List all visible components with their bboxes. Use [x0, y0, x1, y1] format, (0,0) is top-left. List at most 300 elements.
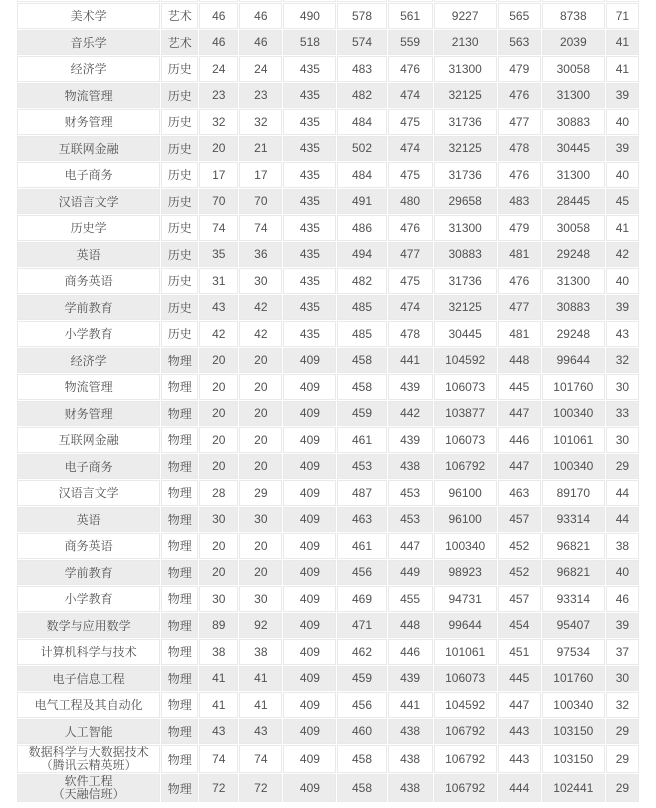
value-cell: 409	[283, 666, 336, 692]
empty-cell	[337, 0, 386, 2]
table-row	[17, 242, 639, 268]
value-cell: 30	[239, 586, 282, 612]
value-cell: 2130	[434, 30, 497, 56]
subject-category-cell: 历史	[161, 189, 198, 215]
value-cell: 102441	[542, 774, 605, 802]
value-cell: 32125	[434, 83, 497, 109]
value-cell: 461	[337, 427, 386, 453]
major-name-cell: 数学与应用数学	[17, 613, 160, 639]
value-cell: 463	[498, 480, 541, 506]
subject-category-cell: 历史	[161, 56, 198, 82]
value-cell: 483	[337, 56, 386, 82]
table-row	[17, 30, 639, 56]
value-cell: 447	[388, 533, 433, 559]
value-cell: 106792	[434, 774, 497, 802]
table-row	[17, 374, 639, 400]
value-cell: 72	[199, 774, 238, 802]
value-cell: 409	[283, 639, 336, 665]
major-name-cell: 物流管理	[17, 83, 160, 109]
value-cell: 409	[283, 692, 336, 718]
value-cell: 409	[283, 586, 336, 612]
value-cell: 41	[606, 30, 639, 56]
value-cell: 2039	[542, 30, 605, 56]
table-row	[17, 348, 639, 374]
value-cell: 30445	[434, 321, 497, 347]
value-cell: 29	[606, 454, 639, 480]
empty-cell	[17, 0, 160, 2]
value-cell: 476	[498, 268, 541, 294]
value-cell: 20	[239, 560, 282, 586]
value-cell: 106073	[434, 427, 497, 453]
value-cell: 481	[498, 321, 541, 347]
value-cell: 30445	[542, 136, 605, 162]
value-cell: 74	[199, 215, 238, 241]
value-cell: 96100	[434, 480, 497, 506]
value-cell: 43	[239, 719, 282, 745]
value-cell: 39	[606, 295, 639, 321]
subject-category-cell: 历史	[161, 321, 198, 347]
value-cell: 46	[239, 30, 282, 56]
value-cell: 409	[283, 560, 336, 586]
value-cell: 446	[388, 639, 433, 665]
value-cell: 409	[283, 374, 336, 400]
value-cell: 485	[337, 295, 386, 321]
value-cell: 43	[199, 719, 238, 745]
value-cell: 93314	[542, 507, 605, 533]
value-cell: 42	[606, 242, 639, 268]
value-cell: 435	[283, 295, 336, 321]
table-row	[17, 109, 639, 135]
value-cell: 32	[606, 692, 639, 718]
empty-cell	[283, 0, 336, 2]
major-name-cell: 商务英语	[17, 268, 160, 294]
value-cell: 444	[498, 774, 541, 802]
value-cell: 456	[337, 692, 386, 718]
value-cell: 439	[388, 427, 433, 453]
value-cell: 451	[498, 639, 541, 665]
major-name-cell: 互联网金融	[17, 136, 160, 162]
value-cell: 41	[606, 215, 639, 241]
subject-category-cell: 物理	[161, 427, 198, 453]
value-cell: 28	[199, 480, 238, 506]
table-row	[17, 295, 639, 321]
value-cell: 487	[337, 480, 386, 506]
value-cell: 21	[239, 136, 282, 162]
value-cell: 435	[283, 242, 336, 268]
table-row	[17, 586, 639, 612]
value-cell: 435	[283, 321, 336, 347]
value-cell: 563	[498, 30, 541, 56]
value-cell: 447	[498, 692, 541, 718]
value-cell: 42	[199, 321, 238, 347]
value-cell: 23	[239, 83, 282, 109]
subject-category-cell: 物理	[161, 692, 198, 718]
value-cell: 98923	[434, 560, 497, 586]
value-cell: 8738	[542, 3, 605, 29]
major-name-cell: 经济学	[17, 348, 160, 374]
major-name-cell: 软件工程 （天融信班）	[17, 774, 160, 802]
value-cell: 559	[388, 30, 433, 56]
value-cell: 100340	[542, 401, 605, 427]
value-cell: 29	[606, 774, 639, 802]
value-cell: 41	[199, 666, 238, 692]
value-cell: 9227	[434, 3, 497, 29]
major-name-cell: 财务管理	[17, 401, 160, 427]
value-cell: 31300	[542, 268, 605, 294]
value-cell: 449	[388, 560, 433, 586]
value-cell: 24	[199, 56, 238, 82]
score-table-body	[17, 0, 639, 802]
value-cell: 30058	[542, 215, 605, 241]
value-cell: 446	[498, 427, 541, 453]
subject-category-cell: 历史	[161, 136, 198, 162]
value-cell: 46	[606, 586, 639, 612]
subject-category-cell: 物理	[161, 374, 198, 400]
table-row	[17, 136, 639, 162]
value-cell: 46	[199, 30, 238, 56]
major-name-cell: 人工智能	[17, 719, 160, 745]
value-cell: 40	[606, 268, 639, 294]
value-cell: 99644	[542, 348, 605, 374]
value-cell: 409	[283, 613, 336, 639]
value-cell: 31736	[434, 268, 497, 294]
value-cell: 17	[199, 162, 238, 188]
value-cell: 459	[337, 666, 386, 692]
empty-cell	[388, 0, 433, 2]
value-cell: 443	[498, 745, 541, 773]
value-cell: 38	[199, 639, 238, 665]
major-name-cell: 美术学	[17, 3, 160, 29]
value-cell: 20	[239, 427, 282, 453]
table-row	[17, 533, 639, 559]
value-cell: 409	[283, 454, 336, 480]
value-cell: 491	[337, 189, 386, 215]
value-cell: 409	[283, 427, 336, 453]
value-cell: 32125	[434, 295, 497, 321]
subject-category-cell: 物理	[161, 401, 198, 427]
subject-category-cell: 物理	[161, 348, 198, 374]
value-cell: 463	[337, 507, 386, 533]
value-cell: 74	[239, 745, 282, 773]
value-cell: 70	[239, 189, 282, 215]
value-cell: 457	[498, 507, 541, 533]
value-cell: 28445	[542, 189, 605, 215]
empty-cell	[434, 0, 497, 2]
value-cell: 481	[498, 242, 541, 268]
value-cell: 106073	[434, 374, 497, 400]
value-cell: 30058	[542, 56, 605, 82]
value-cell: 40	[606, 560, 639, 586]
value-cell: 477	[388, 242, 433, 268]
subject-category-cell: 历史	[161, 242, 198, 268]
value-cell: 480	[388, 189, 433, 215]
subject-category-cell: 历史	[161, 215, 198, 241]
value-cell: 41	[239, 666, 282, 692]
major-name-cell: 电子商务	[17, 162, 160, 188]
value-cell: 518	[283, 30, 336, 56]
table-row	[17, 692, 639, 718]
value-cell: 41	[199, 692, 238, 718]
value-cell: 43	[606, 321, 639, 347]
value-cell: 578	[337, 3, 386, 29]
value-cell: 20	[199, 136, 238, 162]
value-cell: 101061	[434, 639, 497, 665]
major-name-cell: 电子信息工程	[17, 666, 160, 692]
subject-category-cell: 物理	[161, 533, 198, 559]
table-row	[17, 189, 639, 215]
table-row	[17, 560, 639, 586]
value-cell: 20	[239, 401, 282, 427]
value-cell: 452	[498, 560, 541, 586]
value-cell: 20	[199, 454, 238, 480]
value-cell: 476	[498, 162, 541, 188]
value-cell: 29658	[434, 189, 497, 215]
value-cell: 456	[337, 560, 386, 586]
major-name-cell: 英语	[17, 242, 160, 268]
value-cell: 106792	[434, 454, 497, 480]
value-cell: 438	[388, 454, 433, 480]
value-cell: 469	[337, 586, 386, 612]
value-cell: 103150	[542, 719, 605, 745]
value-cell: 101061	[542, 427, 605, 453]
value-cell: 460	[337, 719, 386, 745]
subject-category-cell: 艺术	[161, 30, 198, 56]
table-row	[17, 215, 639, 241]
value-cell: 494	[337, 242, 386, 268]
major-name-cell: 汉语言文学	[17, 189, 160, 215]
value-cell: 435	[283, 189, 336, 215]
value-cell: 99644	[434, 613, 497, 639]
subject-category-cell: 物理	[161, 745, 198, 773]
value-cell: 30883	[542, 109, 605, 135]
value-cell: 409	[283, 348, 336, 374]
value-cell: 30	[239, 268, 282, 294]
value-cell: 39	[606, 83, 639, 109]
value-cell: 478	[498, 136, 541, 162]
value-cell: 485	[337, 321, 386, 347]
value-cell: 486	[337, 215, 386, 241]
value-cell: 30	[606, 427, 639, 453]
value-cell: 474	[388, 136, 433, 162]
value-cell: 100340	[434, 533, 497, 559]
empty-cell	[498, 0, 541, 2]
value-cell: 561	[388, 3, 433, 29]
value-cell: 103877	[434, 401, 497, 427]
value-cell: 89	[199, 613, 238, 639]
value-cell: 20	[199, 348, 238, 374]
value-cell: 38	[239, 639, 282, 665]
value-cell: 32	[199, 109, 238, 135]
table-row	[17, 507, 639, 533]
value-cell: 453	[388, 507, 433, 533]
major-name-cell: 物流管理	[17, 374, 160, 400]
value-cell: 32	[239, 109, 282, 135]
value-cell: 39	[606, 136, 639, 162]
value-cell: 490	[283, 3, 336, 29]
value-cell: 31300	[542, 162, 605, 188]
table-row	[17, 56, 639, 82]
value-cell: 445	[498, 666, 541, 692]
value-cell: 29248	[542, 242, 605, 268]
value-cell: 442	[388, 401, 433, 427]
value-cell: 459	[337, 401, 386, 427]
value-cell: 435	[283, 83, 336, 109]
value-cell: 104592	[434, 692, 497, 718]
value-cell: 20	[199, 560, 238, 586]
value-cell: 96821	[542, 560, 605, 586]
value-cell: 29248	[542, 321, 605, 347]
empty-cell	[161, 0, 198, 2]
major-name-cell: 计算机科学与技术	[17, 639, 160, 665]
value-cell: 106792	[434, 719, 497, 745]
value-cell: 458	[337, 348, 386, 374]
subject-category-cell: 物理	[161, 480, 198, 506]
value-cell: 36	[239, 242, 282, 268]
subject-category-cell: 物理	[161, 774, 198, 802]
value-cell: 23	[199, 83, 238, 109]
major-name-cell: 财务管理	[17, 109, 160, 135]
value-cell: 30	[199, 507, 238, 533]
empty-cell	[606, 0, 639, 2]
empty-cell	[542, 0, 605, 2]
subject-category-cell: 物理	[161, 560, 198, 586]
value-cell: 477	[498, 109, 541, 135]
value-cell: 448	[388, 613, 433, 639]
value-cell: 43	[199, 295, 238, 321]
table-row	[17, 321, 639, 347]
value-cell: 30	[239, 507, 282, 533]
value-cell: 475	[388, 268, 433, 294]
table-row	[17, 162, 639, 188]
value-cell: 94731	[434, 586, 497, 612]
value-cell: 435	[283, 56, 336, 82]
value-cell: 435	[283, 162, 336, 188]
value-cell: 31300	[434, 56, 497, 82]
table-row	[17, 719, 639, 745]
value-cell: 458	[337, 774, 386, 802]
value-cell: 24	[239, 56, 282, 82]
value-cell: 31736	[434, 109, 497, 135]
value-cell: 448	[498, 348, 541, 374]
value-cell: 438	[388, 719, 433, 745]
major-name-cell: 汉语言文学	[17, 480, 160, 506]
value-cell: 439	[388, 666, 433, 692]
subject-category-cell: 物理	[161, 613, 198, 639]
major-name-cell: 互联网金融	[17, 427, 160, 453]
subject-category-cell: 物理	[161, 639, 198, 665]
value-cell: 502	[337, 136, 386, 162]
value-cell: 103150	[542, 745, 605, 773]
subject-category-cell: 物理	[161, 454, 198, 480]
value-cell: 409	[283, 719, 336, 745]
value-cell: 37	[606, 639, 639, 665]
value-cell: 479	[498, 215, 541, 241]
value-cell: 441	[388, 692, 433, 718]
value-cell: 454	[498, 613, 541, 639]
value-cell: 479	[498, 56, 541, 82]
value-cell: 453	[388, 480, 433, 506]
value-cell: 20	[199, 533, 238, 559]
table-row	[17, 3, 639, 29]
empty-cell	[239, 0, 282, 2]
value-cell: 40	[606, 162, 639, 188]
value-cell: 70	[199, 189, 238, 215]
value-cell: 92	[239, 613, 282, 639]
subject-category-cell: 历史	[161, 109, 198, 135]
value-cell: 72	[239, 774, 282, 802]
value-cell: 441	[388, 348, 433, 374]
value-cell: 101760	[542, 666, 605, 692]
value-cell: 457	[498, 586, 541, 612]
table-row	[17, 401, 639, 427]
value-cell: 41	[239, 692, 282, 718]
value-cell: 74	[239, 215, 282, 241]
value-cell: 29	[239, 480, 282, 506]
value-cell: 445	[498, 374, 541, 400]
subject-category-cell: 历史	[161, 162, 198, 188]
value-cell: 44	[606, 480, 639, 506]
major-name-cell: 电子商务	[17, 454, 160, 480]
value-cell: 475	[388, 162, 433, 188]
value-cell: 101760	[542, 374, 605, 400]
subject-category-cell: 物理	[161, 719, 198, 745]
value-cell: 106792	[434, 745, 497, 773]
table-row	[17, 666, 639, 692]
major-name-cell: 学前教育	[17, 295, 160, 321]
value-cell: 409	[283, 533, 336, 559]
value-cell: 31736	[434, 162, 497, 188]
major-name-cell: 小学教育	[17, 586, 160, 612]
major-name-cell: 商务英语	[17, 533, 160, 559]
value-cell: 439	[388, 374, 433, 400]
value-cell: 476	[388, 215, 433, 241]
value-cell: 477	[498, 295, 541, 321]
value-cell: 40	[606, 109, 639, 135]
major-name-cell: 音乐学	[17, 30, 160, 56]
value-cell: 93314	[542, 586, 605, 612]
value-cell: 453	[337, 454, 386, 480]
value-cell: 443	[498, 719, 541, 745]
table-row	[17, 480, 639, 506]
table-row	[17, 454, 639, 480]
value-cell: 32125	[434, 136, 497, 162]
table-row	[17, 83, 639, 109]
value-cell: 474	[388, 83, 433, 109]
value-cell: 482	[337, 83, 386, 109]
subject-category-cell: 物理	[161, 586, 198, 612]
major-name-cell: 学前教育	[17, 560, 160, 586]
value-cell: 89170	[542, 480, 605, 506]
value-cell: 474	[388, 295, 433, 321]
value-cell: 96100	[434, 507, 497, 533]
value-cell: 565	[498, 3, 541, 29]
value-cell: 33	[606, 401, 639, 427]
value-cell: 100340	[542, 692, 605, 718]
value-cell: 435	[283, 268, 336, 294]
value-cell: 476	[498, 83, 541, 109]
table-row	[17, 268, 639, 294]
subject-category-cell: 物理	[161, 666, 198, 692]
value-cell: 458	[337, 745, 386, 773]
major-name-cell: 历史学	[17, 215, 160, 241]
value-cell: 482	[337, 268, 386, 294]
value-cell: 478	[388, 321, 433, 347]
value-cell: 17	[239, 162, 282, 188]
value-cell: 39	[606, 613, 639, 639]
value-cell: 31300	[434, 215, 497, 241]
subject-category-cell: 历史	[161, 268, 198, 294]
value-cell: 71	[606, 3, 639, 29]
